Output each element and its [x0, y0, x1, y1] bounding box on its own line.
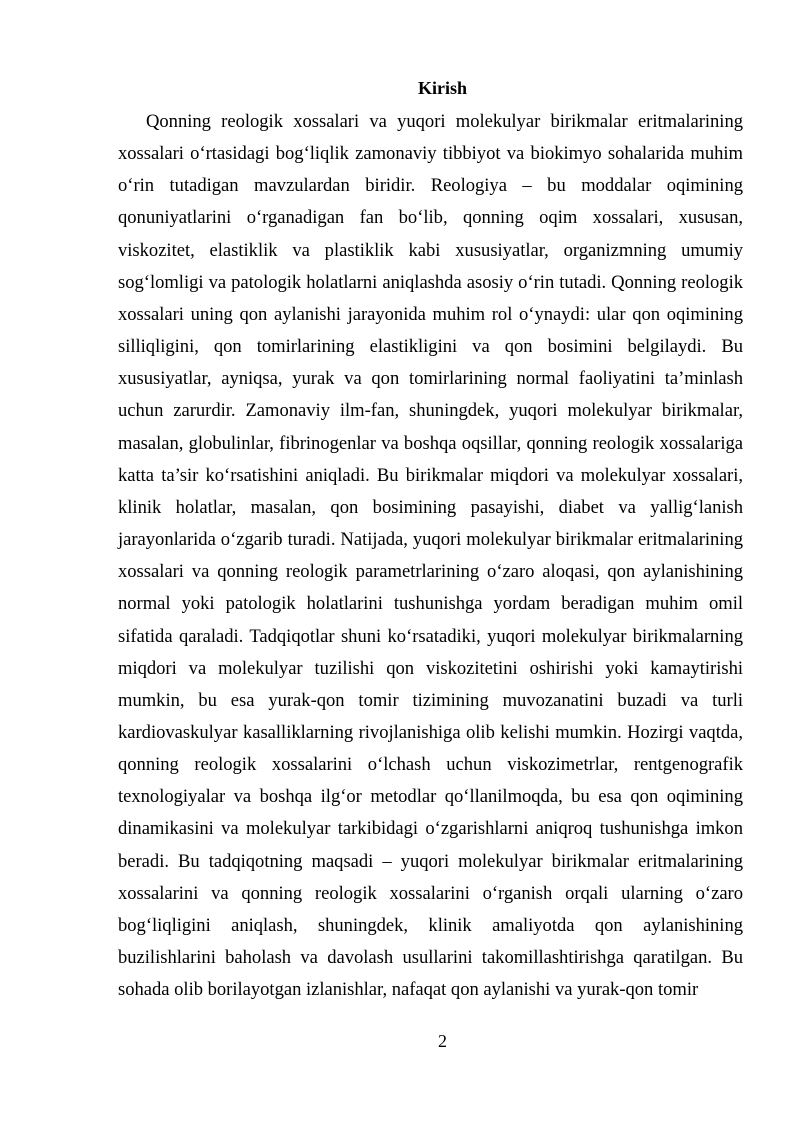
section-heading: Kirish: [417, 78, 467, 98]
page-number: 2: [438, 1031, 447, 1051]
body-paragraph: Qonning reologik xossalari va yuqori molekulyar birikmalar eritmalarining xossalari o‘rtasidagi bog‘liqlik zamonaviy tibbiyot va biokimyo sohalarida muhim o‘rin tutadigan mavzulardan biridir. Reologiya – bu moddalar oqimining qonuniyatlarini o‘rganadigan fan bo‘lib, qonning oqim xossalari, xususan, viskozitet, elastiklik va plastiklik kabi xususiyatlar, organizmning umumiy sog‘lomligi va patologik holatlarni aniqlashda asosiy o‘rin tutadi. Qonning reologik xossalari uning qon aylanishi jarayonida muhim rol o‘ynaydi: ular qon oqimining silliqligini, qon tomirlarining elastikligini va qon bosimini belgilaydi. Bu xususiyatlar, ayniqsa, yurak va qon tomirlarining normal faoliyatini ta’minlash uchun zarurdir. Zamonaviy ilm-fan, shuningdek, yuqori molekulyar birikmalar, masalan, globulinlar, fibrinogenlar va boshqa oqsillar, qonning reologik xossalariga katta ta’sir ko‘rsatishini aniqladi. Bu birikmalar miqdori va molekulyar xossalari, klinik holatlar, masalan, qon bosimining pasayishi, diabet va yallig‘lanish jarayonlarida o‘zgarib turadi. Natijada, yuqori molekulyar birikmalar eritmalarining xossalari va qonning reologik parametrlarining o‘zaro aloqasi, qon aylanishining normal yoki patologik holatlarini tushunishga yordam beradigan muhim omil sifatida qaraladi. Tadqiqotlar shuni ko‘rsatadiki, yuqori molekulyar birikmalarning miqdori va molekulyar tuzilishi qon viskozitetini oshirishi yoki kamaytirishi mumkin, bu esa yurak-qon tomir tizimining muvozanatini buzadi va turli kardiovaskulyar kasalliklarning rivojlanishiga olib kelishi mumkin. Hozirgi vaqtda, qonning reologik xossalarini o‘lchash uchun viskozimetrlar, rentgenografik texnologiyalar va boshqa ilg‘or metodlar qo‘llanilmoqda, bu esa qon oqimining dinamikasini va molekulyar tarkibidagi o‘zgarishlarni aniqroq tushunishga imkon beradi. Bu tadqiqotning maqsadi – yuqori molekulyar birikmalar eritmalarining xossalarini va qonning reologik xossalarini o‘rganish orqali ularning o‘zaro bog‘liqligini aniqlash, shuningdek, klinik amaliyotda qon aylanishining buzilishlarini baholash va davolash usullarini takomillashtirishga qaratilgan. Bu sohada olib borilayotgan izlanishlar, nafaqat qon aylanishi va yurak-qon tomir: [118, 111, 743, 1001]
